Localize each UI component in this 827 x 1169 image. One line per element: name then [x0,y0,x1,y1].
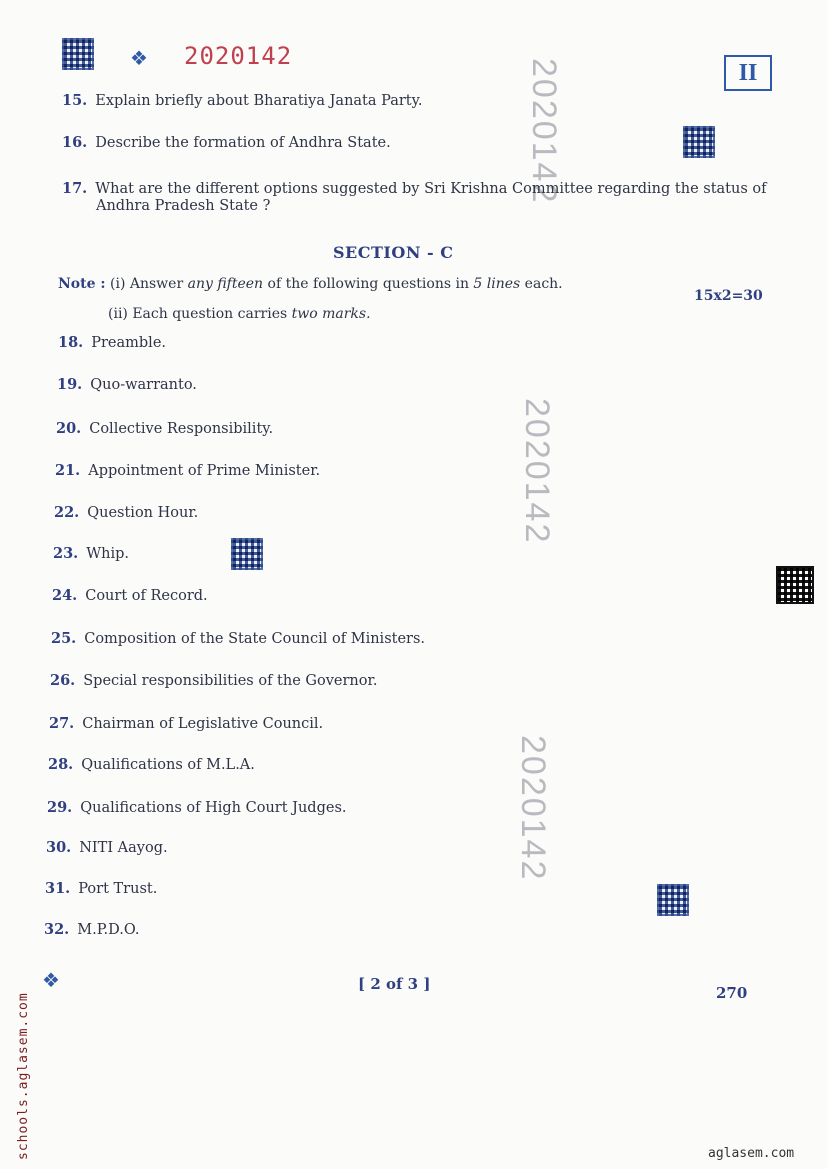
question-item [46,839,168,856]
question-number: 32. [44,921,70,938]
question-item [44,921,139,938]
paper-code: 2020142 [184,42,293,70]
footer-code: 270 [716,984,748,1002]
qr-code-icon [62,38,94,70]
question-item [49,715,323,732]
diamond-ornament-icon: ❖ [42,968,60,992]
question-text: Collective Responsibility. [89,421,274,437]
question-text: M.P.D.O. [77,922,140,938]
question-text: Chairman of Legislative Council. [82,716,324,732]
question-item [57,376,197,393]
question-number: 26. [50,672,76,689]
question-number: 25. [51,630,77,647]
question-text: Describe the formation of Andhra State. [95,135,391,151]
note-emphasis: any fifteen [187,276,264,292]
note-label: Note : [58,276,106,292]
watermark-code: 2020142 [518,398,556,545]
diamond-ornament-icon: ❖ [130,46,148,70]
question-item [53,545,129,562]
question-text: What are the different options suggested by Sri Krishna Committee regarding the status of Andhra Pradesh State ? [95,181,767,214]
question-item [47,799,347,816]
question-text: Question Hour. [87,505,199,521]
question-text: Qualifications of M.L.A. [81,757,255,773]
question-item [55,462,320,479]
question-item [51,630,425,647]
question-item [54,504,198,521]
question-number: 17. [62,180,88,197]
qr-code-icon [776,566,814,604]
watermark-code: 2020142 [525,58,563,205]
question-number: 23. [53,545,79,562]
question-number: 15. [62,92,88,109]
question-number: 31. [45,880,71,897]
question-item [62,92,423,109]
question-text: Explain briefly about Bharatiya Janata Party. [95,93,423,109]
paper-number-badge: II [724,55,772,91]
question-text: Composition of the State Council of Ministers. [84,631,426,647]
question-number: 24. [52,587,78,604]
question-item [56,420,273,437]
question-number: 27. [49,715,75,732]
question-item [52,587,208,604]
question-text: NITI Aayog. [79,840,168,856]
question-text: Preamble. [91,335,167,351]
section-note-1 [58,276,563,292]
note-text: of the following questions in [263,276,474,292]
question-number: 20. [56,420,82,437]
page-indicator: [ 2 of 3 ] [358,975,431,993]
question-item [45,880,157,897]
question-text: Quo-warranto. [90,377,197,393]
question-number: 21. [55,462,81,479]
question-text: Appointment of Prime Minister. [88,463,321,479]
question-number: 19. [57,376,83,393]
note-text: (i) Answer [110,276,188,292]
question-item [48,756,255,773]
question-number: 30. [46,839,72,856]
question-item [62,180,776,215]
note-text: each. [520,276,563,292]
section-note-2 [108,306,371,322]
question-item [58,334,166,351]
question-number: 16. [62,134,88,151]
question-item [50,672,377,689]
watermark-code: 2020142 [514,735,552,882]
note-emphasis: two marks. [291,306,371,322]
question-text: Special responsibilities of the Governor. [83,673,378,689]
question-text: Qualifications of High Court Judges. [80,800,347,816]
note-emphasis: 5 lines [473,276,521,292]
bottom-watermark-url: aglasem.com [708,1146,795,1161]
qr-code-icon [657,884,689,916]
question-number: 28. [48,756,74,773]
question-text: Port Trust. [78,881,158,897]
side-watermark-url: schools.aglasem.com [16,992,31,1160]
question-number: 29. [47,799,73,816]
qr-code-icon [683,126,715,158]
question-text: Whip. [86,546,130,562]
note-text: (ii) Each question carries [108,306,292,322]
section-marks: 15x2=30 [694,288,763,304]
question-text: Court of Record. [85,588,208,604]
qr-code-icon [231,538,263,570]
question-number: 22. [54,504,80,521]
question-item [62,134,391,151]
section-title: SECTION - C [333,243,454,262]
question-number: 18. [58,334,84,351]
